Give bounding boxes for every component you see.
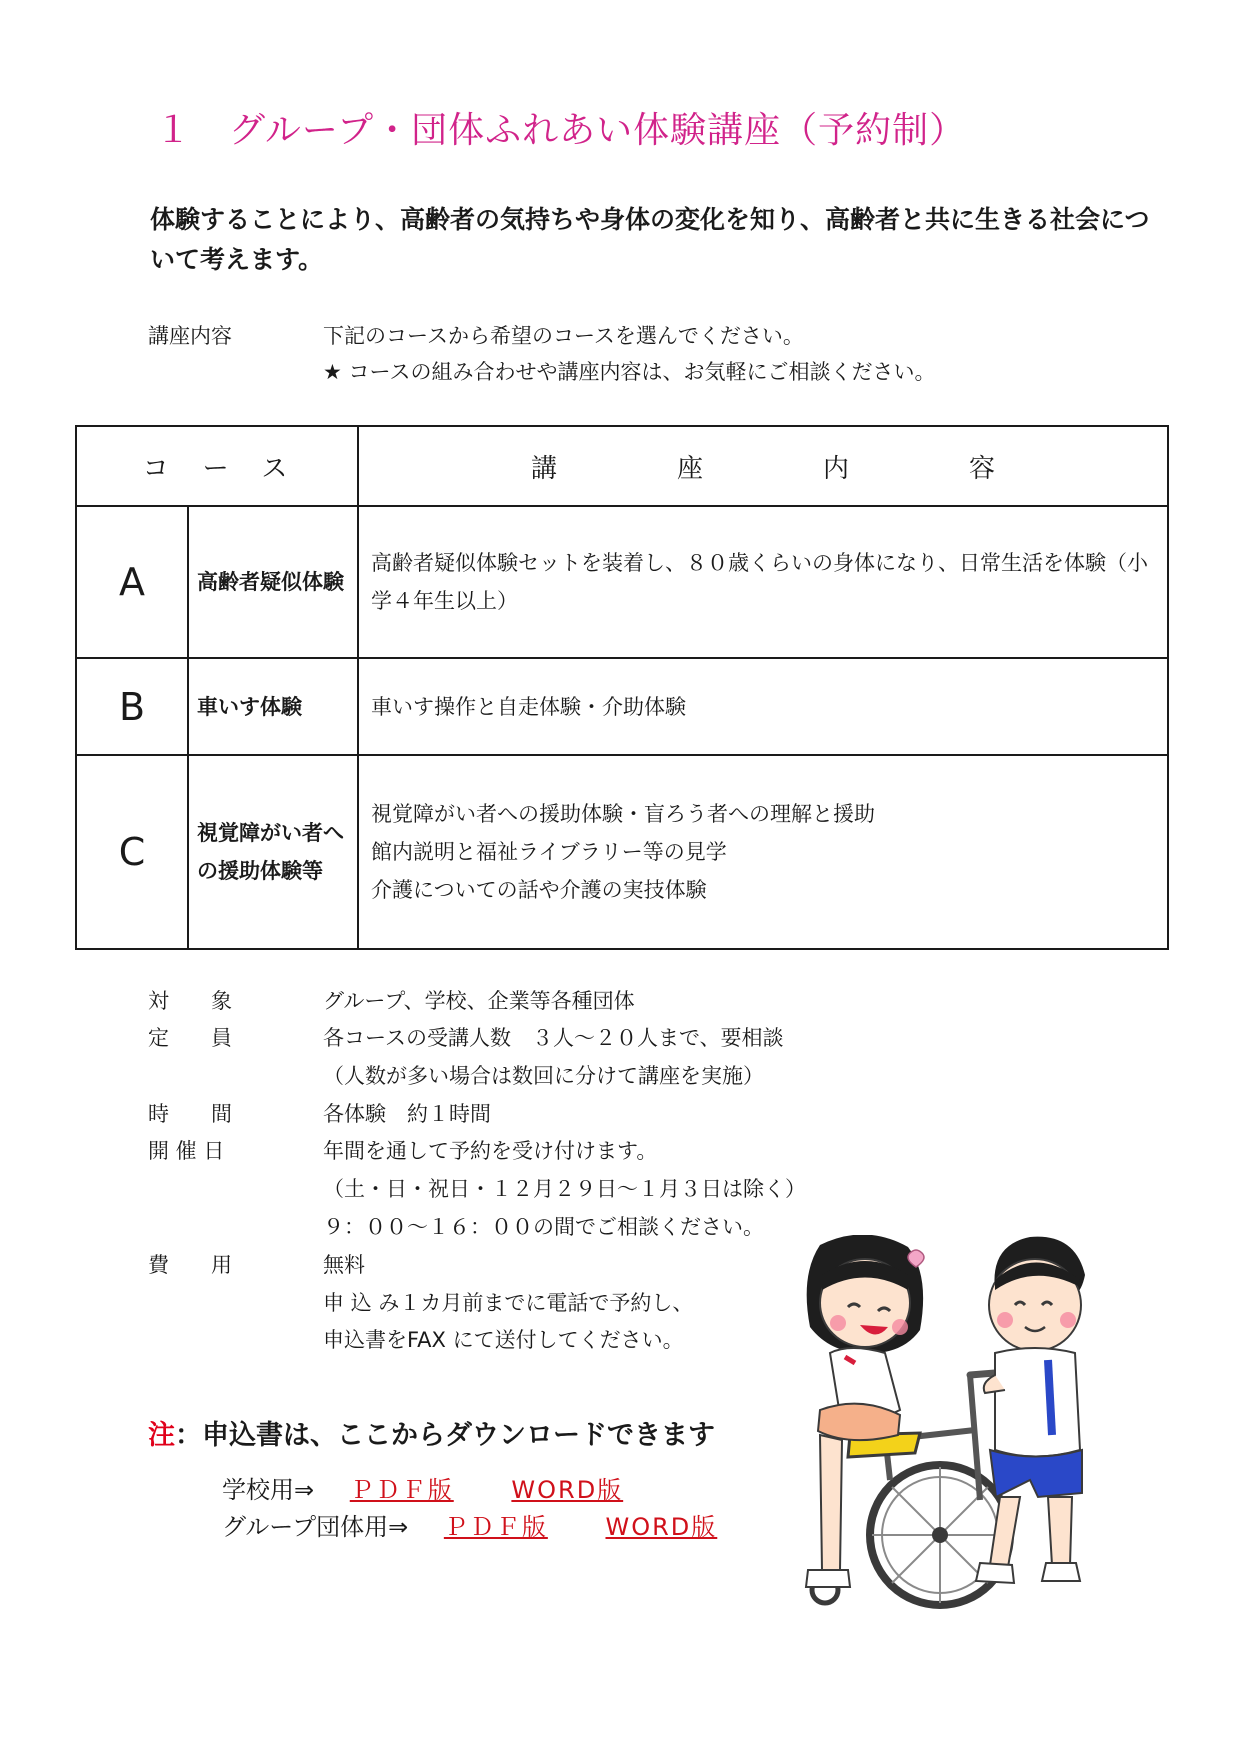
group-label: グループ団体用⇒: [222, 1513, 409, 1541]
capacity-label: 定 員: [148, 1026, 232, 1050]
course-desc-line: 館内説明と福祉ライブラリー等の見学: [371, 840, 727, 864]
fee-label: 費 用: [148, 1253, 232, 1277]
course-desc-line: 介護についての話や介護の実技体験: [371, 878, 707, 902]
table-row: [76, 755, 1168, 949]
capacity-value: 各コースの受講人数 ３人～２０人まで、要相談: [323, 1026, 784, 1050]
note-text: ：申込書は、ここからダウンロードできます: [175, 1420, 715, 1451]
date-line-3: ９：００～１６：００の間でご相談ください。: [323, 1215, 764, 1239]
content-line-1: 下記のコースから希望のコースを選んでください。: [323, 324, 804, 348]
apply-line-1: 申 込 み１カ月前までに電話で予約し、: [323, 1291, 694, 1315]
course-letter: A: [76, 506, 188, 658]
course-desc: [358, 755, 1168, 949]
table-row: [76, 506, 1168, 658]
header-course: コース: [76, 426, 358, 506]
school-pdf-link[interactable]: ＰＤＦ版: [349, 1476, 454, 1504]
apply-line-2: 申込書をFAX にて送付してください。: [323, 1328, 684, 1352]
wheelchair-illustration: [790, 1235, 1110, 1620]
fee-value: 無料: [323, 1253, 365, 1277]
group-download-row: [222, 1507, 717, 1542]
group-word-link[interactable]: WORD版: [605, 1513, 718, 1541]
course-table: [75, 425, 1169, 950]
page-title: １ グループ・団体ふれあい体験講座（予約制）: [155, 110, 967, 151]
content-label: 講座内容: [148, 324, 232, 348]
table-row: [76, 658, 1168, 755]
download-note: [148, 1413, 715, 1452]
lead-text: 体験することにより、高齢者の気持ちや身体の変化を知り、高齢者と共に生きる社会について考えます。: [150, 205, 1150, 274]
header-content-char: 内: [823, 453, 850, 484]
target-value: グループ、学校、企業等各種団体: [323, 989, 635, 1013]
course-desc: 高齢者疑似体験セットを装着し、８０歳くらいの身体になり、日常生活を体験（小学４年生以上）: [358, 506, 1168, 658]
course-letter: B: [76, 658, 188, 755]
date-line-1: 年間を通して予約を受け付けます。: [323, 1139, 658, 1163]
school-word-link[interactable]: WORD版: [511, 1476, 624, 1504]
header-content-char: 座: [676, 453, 703, 484]
content-line-2: ★ コースの組み合わせや講座内容は、お気軽にご相談ください。: [323, 360, 936, 384]
group-pdf-link[interactable]: ＰＤＦ版: [443, 1513, 548, 1541]
time-label: 時 間: [148, 1102, 232, 1126]
course-desc: 車いす操作と自走体験・介助体験: [358, 658, 1168, 755]
date-label: 開 催 日: [148, 1139, 225, 1163]
school-label: 学校用⇒: [222, 1476, 315, 1504]
course-letter: C: [76, 755, 188, 949]
note-mark: 注: [148, 1420, 175, 1451]
capacity-note: （人数が多い場合は数回に分けて講座を実施）: [323, 1064, 764, 1088]
course-name: 視覚障がい者への援助体験等: [188, 755, 358, 949]
header-content: [358, 426, 1168, 506]
time-value: 各体験 約１時間: [323, 1102, 491, 1126]
school-download-row: [222, 1470, 623, 1505]
table-header: [76, 426, 1168, 506]
course-name: 車いす体験: [188, 658, 358, 755]
target-label: 対 象: [148, 989, 232, 1013]
header-content-char: 容: [969, 453, 996, 484]
course-name: 高齢者疑似体験: [188, 506, 358, 658]
course-desc-line: 視覚障がい者への援助体験・盲ろう者への理解と援助: [371, 802, 876, 826]
date-line-2: （土・日・祝日・１２月２９日～１月３日は除く）: [323, 1177, 806, 1201]
header-content-char: 講: [530, 453, 557, 484]
